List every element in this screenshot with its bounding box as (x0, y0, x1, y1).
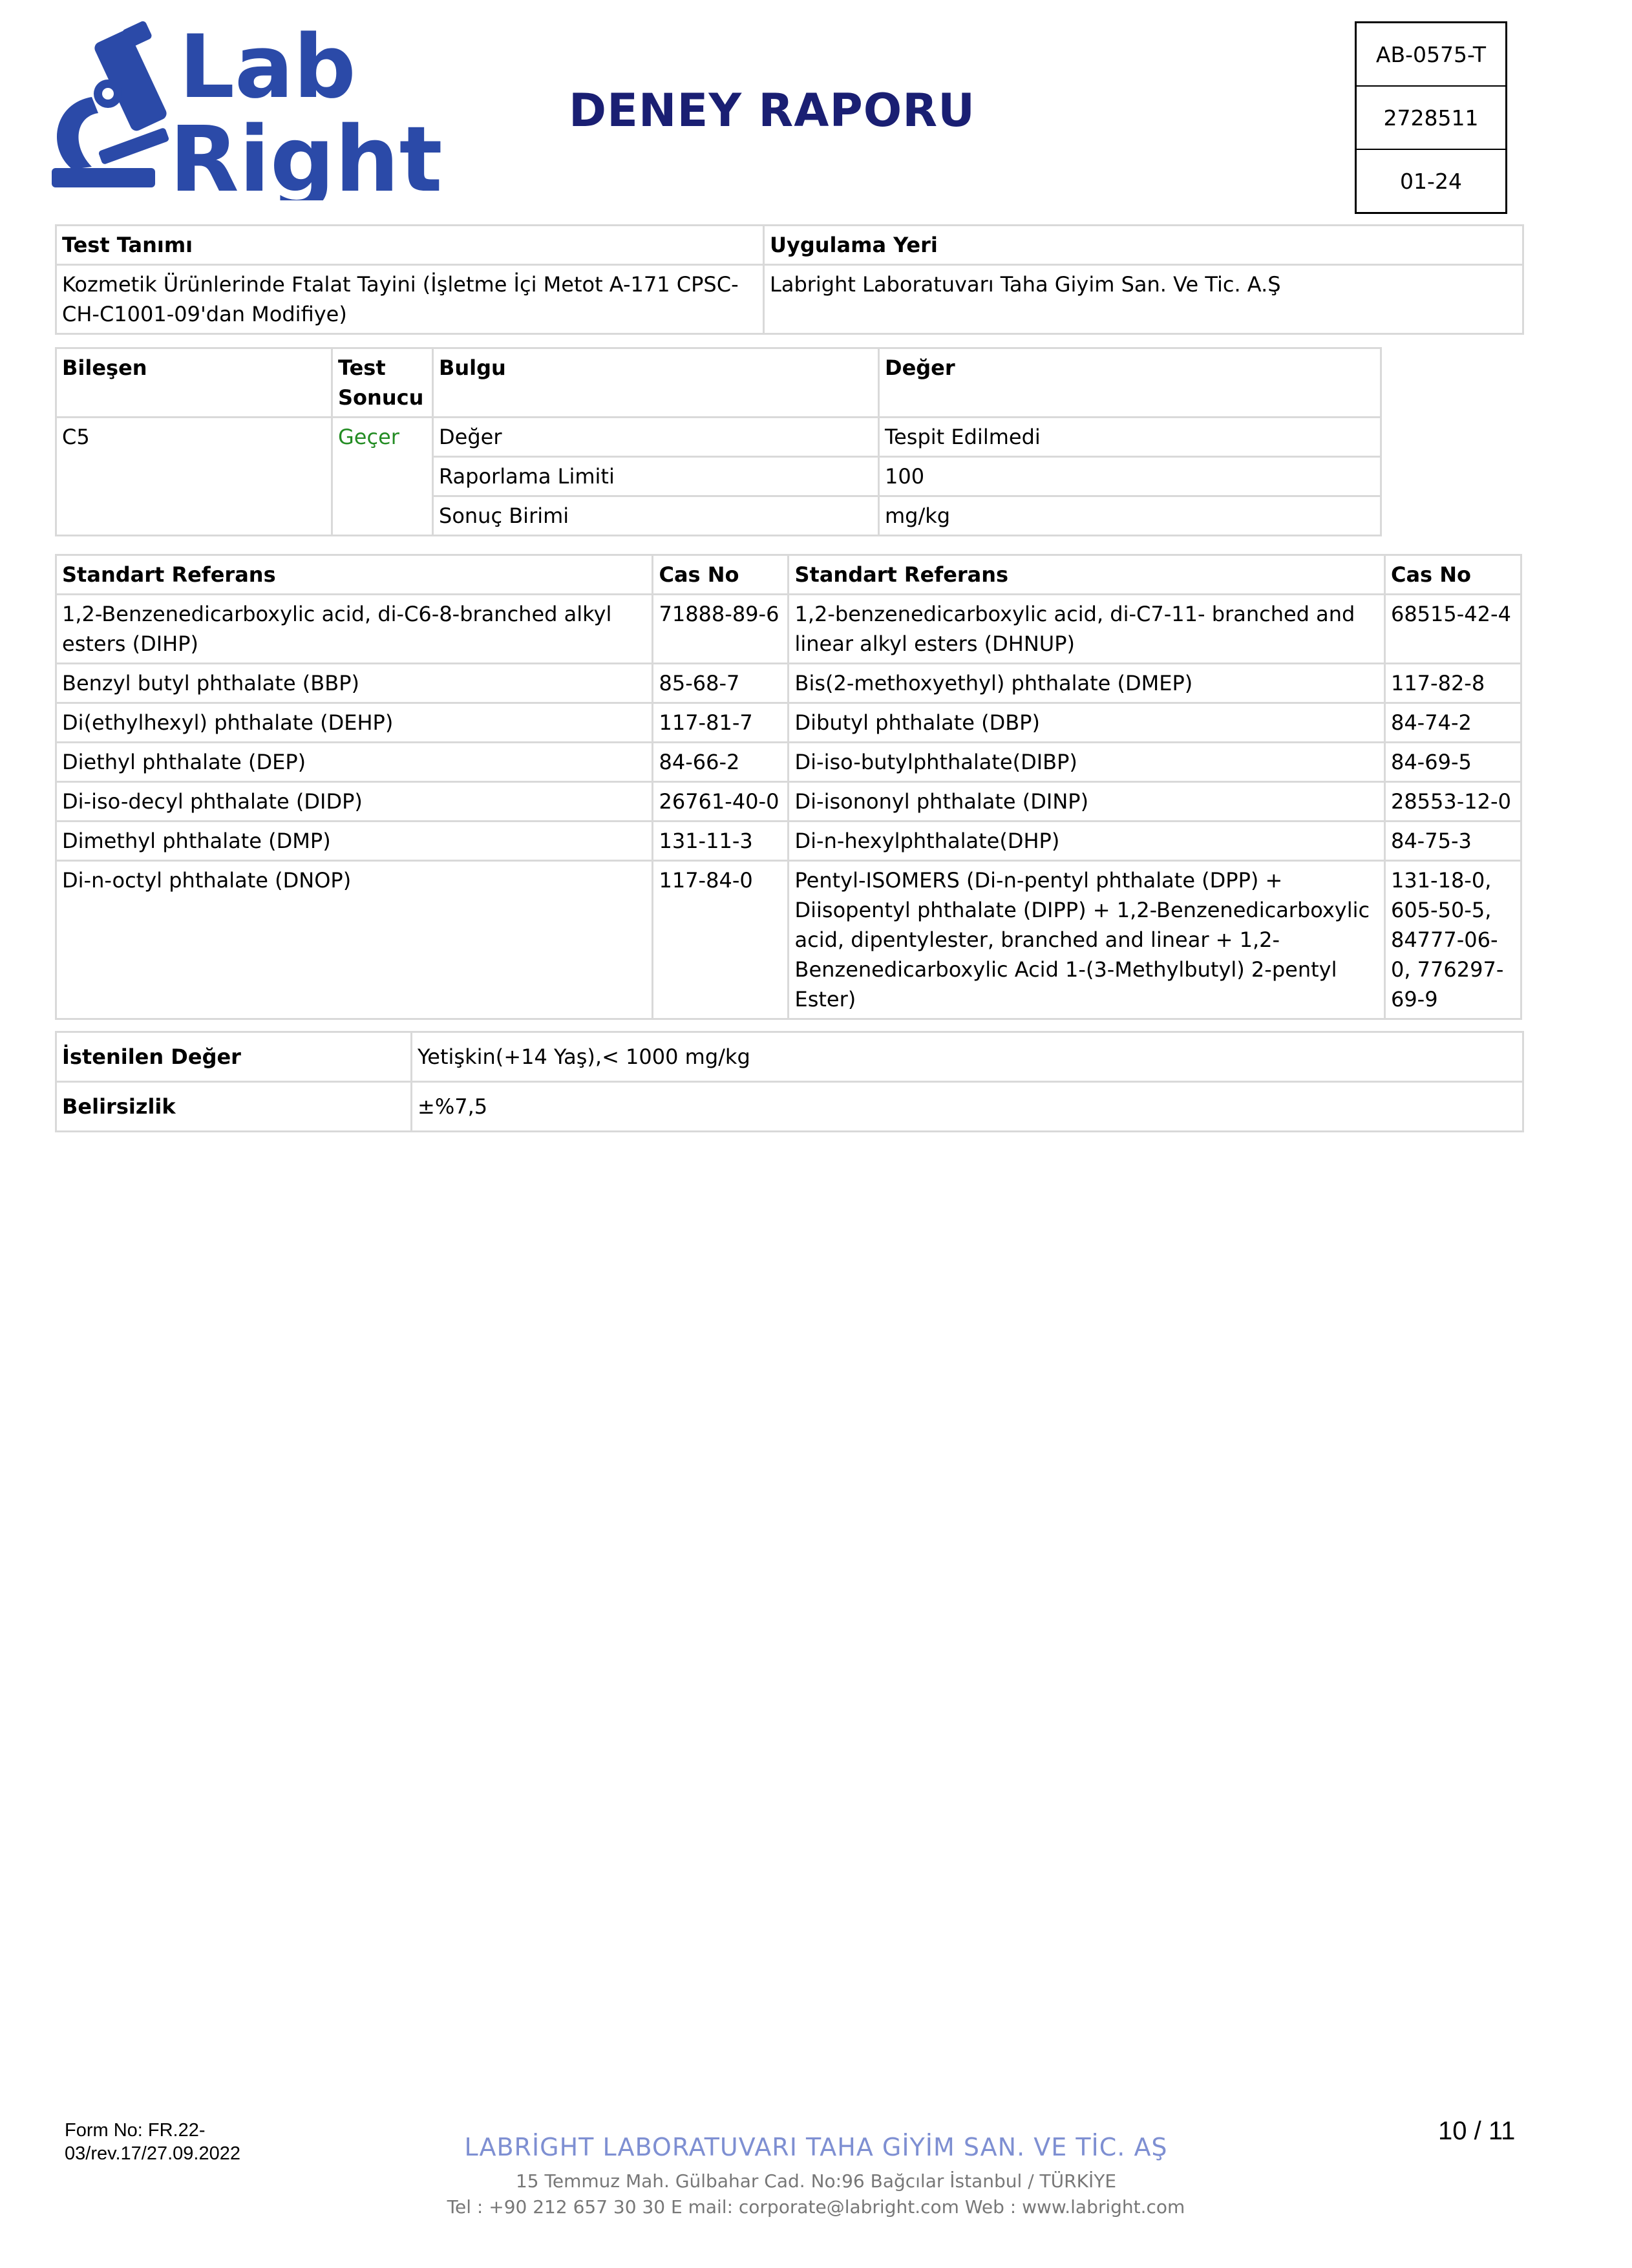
table-row (56, 743, 1521, 782)
footer-contact: Tel : +90 212 657 30 30 E mail: corporate@labright.com Web : www.labright.com (447, 2196, 1185, 2218)
reference-name: Di(ethylhexyl) phthalate (DEHP) (56, 703, 653, 743)
application-place-value: Labright Laboratuvarı Taha Giyim San. Ve Tic. A.Ş (764, 265, 1523, 334)
requirements-table (55, 1031, 1524, 1132)
footer-company: LABRİGHT LABORATUVARI TAHA GİYİM SAN. VE TİC. AŞ (464, 2133, 1168, 2161)
report-code-box (1355, 21, 1507, 214)
form-number-line: Form No: FR.22- (65, 2120, 206, 2141)
reference-name: Pentyl-ISOMERS (Di-n-pentyl phthalate (DPP) + Diisopentyl phthalate (DIPP) + 1,2-Benzenedicarboxylic acid, dipentylester, branched and linear + 1,2-Benzenedicarboxylic Acid 1-(3-Methylbutyl) 2-pentyl Ester) (789, 861, 1384, 1019)
table-row (56, 664, 1521, 703)
cas-header: Cas No (653, 555, 789, 595)
table-row (56, 782, 1521, 821)
required-value: Yetişkin(+14 Yaş),< 1000 mg/kg (412, 1032, 1523, 1082)
finding-label: Raporlama Limiti (433, 457, 879, 496)
table-row (56, 821, 1521, 861)
cas-number: 85-68-7 (653, 664, 789, 703)
reference-table (55, 554, 1522, 1020)
reference-header: Standart Referans (56, 555, 653, 595)
reference-header: Standart Referans (789, 555, 1384, 595)
result-table (55, 347, 1382, 536)
cas-number: 131-18-0, 605-50-5, 84777-06-0, 776297-69-9 (1384, 861, 1521, 1019)
cas-number: 28553-12-0 (1384, 782, 1521, 821)
cas-header: Cas No (1384, 555, 1521, 595)
reference-name: Benzyl butyl phthalate (BBP) (56, 664, 653, 703)
labright-logo (47, 19, 467, 200)
component-value: C5 (56, 418, 332, 536)
cas-number: 84-69-5 (1384, 743, 1521, 782)
footer-address: 15 Temmuz Mah. Gülbahar Cad. No:96 Bağcılar İstanbul / TÜRKİYE (515, 2170, 1117, 2192)
reference-name: Di-iso-butylphthalate(DIBP) (789, 743, 1384, 782)
logo-text-lab: Lab (179, 19, 356, 118)
reference-name: Di-iso-decyl phthalate (DIDP) (56, 782, 653, 821)
reference-name: 1,2-benzenedicarboxylic acid, di-C7-11- branched and linear alkyl esters (DHNUP) (789, 595, 1384, 664)
reference-name: Di-isononyl phthalate (DINP) (789, 782, 1384, 821)
reference-name: Dibutyl phthalate (DBP) (789, 703, 1384, 743)
table-row (56, 703, 1521, 743)
application-place-label: Uygulama Yeri (764, 226, 1523, 265)
uncertainty-label: Belirsizlik (56, 1082, 412, 1132)
test-info-table (55, 224, 1524, 335)
reference-name: Diethyl phthalate (DEP) (56, 743, 653, 782)
uncertainty-value: ±%7,5 (412, 1082, 1523, 1132)
microscope-icon (47, 19, 467, 200)
report-period: 01-24 (1400, 168, 1462, 194)
reference-name: 1,2-Benzenedicarboxylic acid, di-C6-8-branched alkyl esters (DIHP) (56, 595, 653, 664)
table-row (56, 861, 1521, 1019)
report-code: AB-0575-T (1357, 23, 1505, 87)
cas-number: 117-84-0 (653, 861, 789, 1019)
form-number-line: 03/rev.17/27.09.2022 (65, 2143, 240, 2164)
finding-header: Bulgu (433, 348, 879, 418)
finding-value: mg/kg (879, 496, 1381, 536)
finding-label: Değer (433, 418, 879, 457)
reference-name: Di-n-hexylphthalate(DHP) (789, 821, 1384, 861)
cas-number: 84-75-3 (1384, 821, 1521, 861)
test-result-header: Test Sonucu (332, 348, 433, 418)
cas-number: 84-66-2 (653, 743, 789, 782)
cas-number: 71888-89-6 (653, 595, 789, 664)
cas-number: 131-11-3 (653, 821, 789, 861)
cas-number: 84-74-2 (1384, 703, 1521, 743)
finding-value: 100 (879, 457, 1381, 496)
status-badge: Geçer (332, 418, 433, 536)
cas-number: 117-81-7 (653, 703, 789, 743)
reference-name: Di-n-octyl phthalate (DNOP) (56, 861, 653, 1019)
cas-number: 117-82-8 (1384, 664, 1521, 703)
required-value-label: İstenilen Değer (56, 1032, 412, 1082)
report-title: DENEY RAPORU (569, 84, 976, 137)
table-row (56, 595, 1521, 664)
page-number: 10 / 11 (1438, 2117, 1516, 2145)
finding-value: Tespit Edilmedi (879, 418, 1381, 457)
report-number: 2728511 (1357, 87, 1505, 150)
finding-label: Sonuç Birimi (433, 496, 879, 536)
test-definition-value: Kozmetik Ürünlerinde Ftalat Tayini (İşletme İçi Metot A-171 CPSC-CH-C1001-09'dan Modifiye) (56, 265, 764, 334)
component-header: Bileşen (56, 348, 332, 418)
logo-text-right: Right (169, 107, 443, 200)
reference-name: Dimethyl phthalate (DMP) (56, 821, 653, 861)
cas-number: 26761-40-0 (653, 782, 789, 821)
value-header: Değer (879, 348, 1381, 418)
reference-name: Bis(2-methoxyethyl) phthalate (DMEP) (789, 664, 1384, 703)
cas-number: 68515-42-4 (1384, 595, 1521, 664)
test-definition-label: Test Tanımı (56, 226, 764, 265)
